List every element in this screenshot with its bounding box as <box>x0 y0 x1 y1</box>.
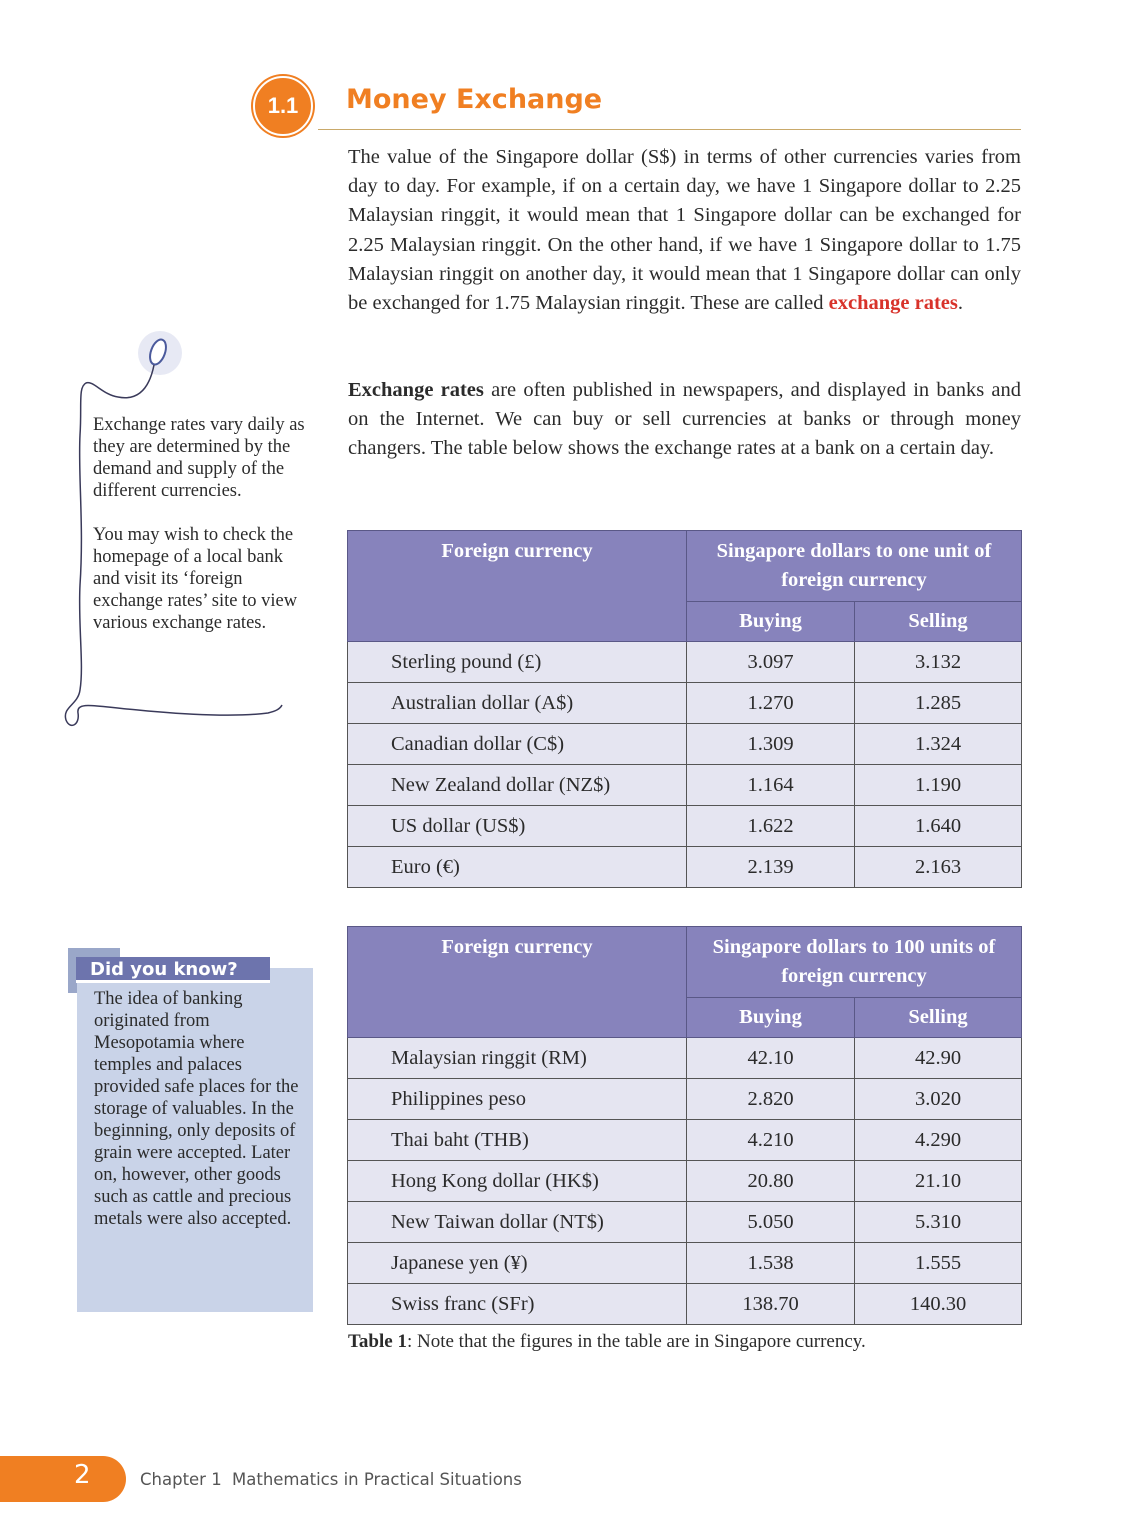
buying-rate-cell: 3.097 <box>687 642 855 683</box>
header-foreign-currency: Foreign currency <box>348 531 687 642</box>
intro-paragraph-1-text: The value of the Singapore dollar (S$) in terms of other currencies varies from day to day. For example, if on a certain day, we have 1 Singapore dollar to 2.25 Malaysian ringgit, it would mean that 1 Singapore dollar can be exchanged for 2.25 Malaysian ringgit. On the other hand, if we have 1 Singapore dollar to 1.75 Malaysian ringgit on another day, it would mean that 1 Singapore dollar can only be exchanged for 1.75 Malaysian ringgit. These are called <box>348 146 1021 315</box>
table-caption <box>348 1331 866 1353</box>
table-row <box>348 847 1022 888</box>
currency-cell: Thai baht (THB) <box>348 1120 687 1161</box>
side-note <box>93 414 313 656</box>
selling-rate-cell: 1.324 <box>855 724 1022 765</box>
table-row <box>348 1079 1022 1120</box>
exchange-rates-bold: Exchange rates <box>348 379 484 401</box>
header-foreign-currency: Foreign currency <box>348 927 687 1038</box>
table-row <box>348 1038 1022 1079</box>
buying-rate-cell: 42.10 <box>687 1038 855 1079</box>
selling-rate-cell: 1.555 <box>855 1243 1022 1284</box>
intro-paragraph-2 <box>348 376 1021 464</box>
currency-cell: Canadian dollar (C$) <box>348 724 687 765</box>
currency-cell: Hong Kong dollar (HK$) <box>348 1161 687 1202</box>
currency-cell: Swiss franc (SFr) <box>348 1284 687 1325</box>
footer-chapter: Chapter 1 <box>140 1470 222 1489</box>
table-row <box>348 1243 1022 1284</box>
header-selling: Selling <box>855 998 1022 1038</box>
table1-body <box>348 642 1022 888</box>
currency-cell: Euro (€) <box>348 847 687 888</box>
table-row <box>348 1120 1022 1161</box>
intro-paragraph-1 <box>348 143 1021 318</box>
page-number-tab <box>0 1456 126 1502</box>
page-number: 2 <box>74 1460 91 1490</box>
side-note-paragraph-2: You may wish to check the homepage of a local bank and visit its ‘foreign exchange rates’ site to view various exchange rates. <box>93 525 298 633</box>
buying-rate-cell: 20.80 <box>687 1161 855 1202</box>
selling-rate-cell: 3.132 <box>855 642 1022 683</box>
caption-text: : Note that the figures in the table are in Singapore currency. <box>406 1331 866 1352</box>
table-row <box>348 683 1022 724</box>
selling-rate-cell: 1.285 <box>855 683 1022 724</box>
selling-rate-cell: 5.310 <box>855 1202 1022 1243</box>
header-singapore-dollars-group: Singapore dollars to 100 units of foreign currency <box>687 927 1022 998</box>
table-row <box>348 642 1022 683</box>
footer-subject: Mathematics in Practical Situations <box>232 1470 522 1489</box>
header-singapore-dollars-group: Singapore dollars to one unit of foreign currency <box>687 531 1022 602</box>
selling-rate-cell: 1.190 <box>855 765 1022 806</box>
buying-rate-cell: 1.538 <box>687 1243 855 1284</box>
buying-rate-cell: 1.309 <box>687 724 855 765</box>
currency-cell: New Taiwan dollar (NT$) <box>348 1202 687 1243</box>
buying-rate-cell: 2.139 <box>687 847 855 888</box>
table-row <box>348 724 1022 765</box>
intro-paragraph-1-end: . <box>957 292 963 315</box>
currency-cell: New Zealand dollar (NZ$) <box>348 765 687 806</box>
header-selling: Selling <box>855 602 1022 642</box>
did-you-know-label: Did you know? <box>76 957 270 983</box>
selling-rate-cell: 42.90 <box>855 1038 1022 1079</box>
exchange-rate-table-unit <box>347 530 1022 888</box>
currency-cell: Sterling pound (£) <box>348 642 687 683</box>
side-note-paragraph-1: Exchange rates vary daily as they are determined by the demand and supply of the different currencies. <box>93 415 305 501</box>
currency-cell: Philippines peso <box>348 1079 687 1120</box>
selling-rate-cell: 3.020 <box>855 1079 1022 1120</box>
section-number: 1.1 <box>267 93 299 118</box>
section-title: Money Exchange <box>346 84 603 115</box>
selling-rate-cell: 4.290 <box>855 1120 1022 1161</box>
buying-rate-cell: 4.210 <box>687 1120 855 1161</box>
table-row <box>348 765 1022 806</box>
buying-rate-cell: 2.820 <box>687 1079 855 1120</box>
header-buying: Buying <box>687 998 855 1038</box>
table-row <box>348 1202 1022 1243</box>
buying-rate-cell: 138.70 <box>687 1284 855 1325</box>
header-buying: Buying <box>687 602 855 642</box>
section-divider <box>318 129 1021 130</box>
buying-rate-cell: 5.050 <box>687 1202 855 1243</box>
currency-cell: US dollar (US$) <box>348 806 687 847</box>
did-you-know-text: The idea of banking originated from Mesopotamia where temples and palaces provided safe places for the storage of valuables. In the beginning, only deposits of grain were accepted. Later on, however, other goods such as cattle and precious metals were also accepted. <box>94 989 299 1229</box>
exchange-rates-highlight: exchange rates <box>828 292 958 315</box>
table2-body <box>348 1038 1022 1325</box>
exchange-rate-table-hundred-units <box>347 926 1022 1325</box>
table-row <box>348 1284 1022 1325</box>
selling-rate-cell: 21.10 <box>855 1161 1022 1202</box>
buying-rate-cell: 1.270 <box>687 683 855 724</box>
intro-paragraph-2-text: are often published in newspapers, and displayed in banks and on the Internet. We can buy or sell currencies at banks or through money changers. The table below shows the exchange rates at a bank on a certain day. <box>348 379 1021 460</box>
currency-cell: Australian dollar (A$) <box>348 683 687 724</box>
buying-rate-cell: 1.164 <box>687 765 855 806</box>
caption-label: Table 1 <box>348 1331 407 1352</box>
currency-cell: Malaysian ringgit (RM) <box>348 1038 687 1079</box>
selling-rate-cell: 140.30 <box>855 1284 1022 1325</box>
currency-cell: Japanese yen (¥) <box>348 1243 687 1284</box>
selling-rate-cell: 2.163 <box>855 847 1022 888</box>
table-row <box>348 806 1022 847</box>
buying-rate-cell: 1.622 <box>687 806 855 847</box>
selling-rate-cell: 1.640 <box>855 806 1022 847</box>
table-row <box>348 1161 1022 1202</box>
section-number-badge <box>253 76 313 136</box>
